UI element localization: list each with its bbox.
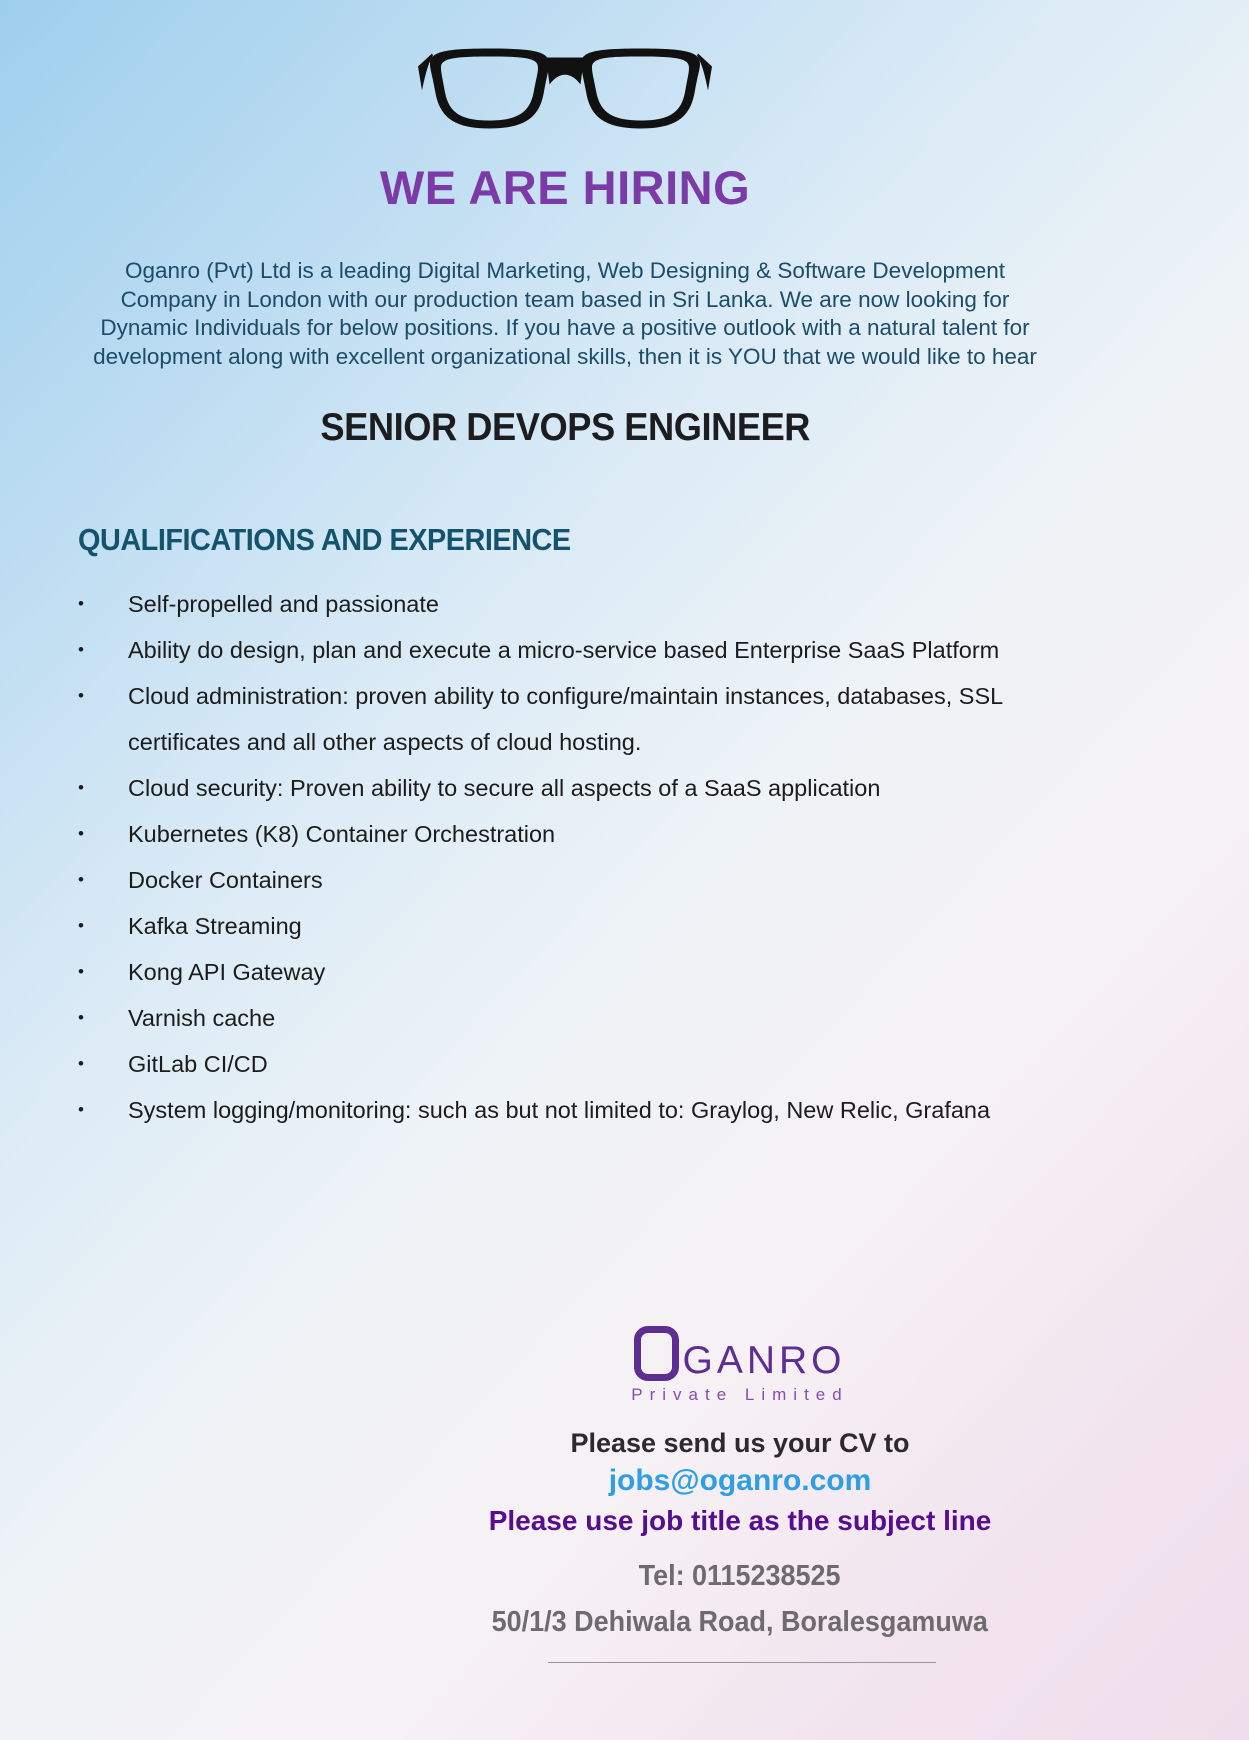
qualifications-heading-text: QUALIFICATIONS AND EXPERIENCE [78, 522, 571, 557]
list-item-text: Kafka Streaming [128, 913, 302, 939]
list-item [78, 995, 1043, 1041]
bullet-dot: • [78, 1100, 84, 1119]
bullet-dot: • [78, 686, 84, 705]
list-item [78, 1087, 1043, 1133]
position-title-text: SENIOR DEVOPS ENGINEER [320, 406, 810, 449]
bullet-dot: • [78, 640, 84, 659]
bullet-dot: • [78, 962, 84, 981]
logo-subtitle: Private Limited [631, 1385, 849, 1404]
qualifications-list [78, 581, 1043, 1133]
position-title [0, 406, 1130, 450]
bullet-dot: • [78, 594, 84, 613]
list-item-text: Self-propelled and passionate [128, 591, 439, 617]
intro-line: development along with excellent organizational skills, then it is YOU that we would like to hear [93, 343, 1037, 369]
list-item [78, 765, 1043, 811]
intro-paragraph [0, 257, 1130, 371]
list-item-text: Cloud administration: proven ability to configure/maintain instances, databases, SSL certificates and all other aspects of cloud hosting. [128, 683, 1003, 755]
glasses-icon [0, 40, 1130, 155]
intro-line: Dynamic Individuals for below positions. If you have a positive outlook with a natural talent for [100, 315, 1030, 341]
address-text [240, 1606, 1240, 1639]
subject-instruction: Please use job title as the subject line [488, 1505, 992, 1536]
list-item [78, 811, 1043, 857]
list-item-text: GitLab CI/CD [128, 1051, 268, 1077]
bullet-dot: • [78, 1054, 84, 1073]
logo-wordmark [240, 1326, 1240, 1381]
bullet-dot: • [78, 778, 84, 797]
qualifications-heading [78, 522, 608, 558]
list-item-text: Varnish cache [128, 1005, 276, 1031]
telephone-value: Tel: 0115238525 [639, 1560, 841, 1592]
email-link[interactable]: jobs@oganro.com [608, 1464, 872, 1497]
list-item-text: Docker Containers [128, 867, 323, 893]
logo-text: GANRO [682, 1339, 846, 1382]
footer-divider [548, 1662, 936, 1663]
list-item-text: Kubernetes (K8) Container Orchestration [128, 821, 556, 847]
intro-line: Oganro (Pvt) Ltd is a leading Digital Marketing, Web Designing & Software Development [124, 258, 1006, 283]
intro-line: Company in London with our production team based in Sri Lanka. We are now looking for [120, 286, 1010, 312]
list-item [78, 673, 1043, 765]
list-item [78, 1041, 1043, 1087]
email-line [240, 1464, 1240, 1498]
cv-instruction: Please send us your CV to [570, 1428, 910, 1458]
logo-o-icon [634, 1326, 679, 1381]
list-item [78, 903, 1043, 949]
list-item-text: System logging/monitoring: such as but not limited to: Graylog, New Relic, Grafana [128, 1097, 991, 1123]
list-item-text: Ability do design, plan and execute a micro-service based Enterprise SaaS Platform [128, 637, 1000, 663]
address-value: 50/1/3 Dehiwala Road, Boralesgamuwa [491, 1606, 989, 1638]
list-item-text: Cloud security: Proven ability to secure all aspects of a SaaS application [128, 775, 881, 801]
bullet-dot: • [78, 870, 84, 889]
hiring-title: WE ARE HIRING [379, 161, 751, 214]
list-item [78, 627, 1043, 673]
list-item [78, 857, 1043, 903]
bullet-dot: • [78, 824, 84, 843]
bullet-dot: • [78, 916, 84, 935]
list-item-text: Kong API Gateway [128, 959, 326, 985]
bullet-dot: • [78, 1008, 84, 1027]
oganro-logo [240, 1326, 1240, 1405]
list-item [78, 581, 1043, 627]
list-item [78, 949, 1043, 995]
telephone-text [240, 1560, 1240, 1593]
